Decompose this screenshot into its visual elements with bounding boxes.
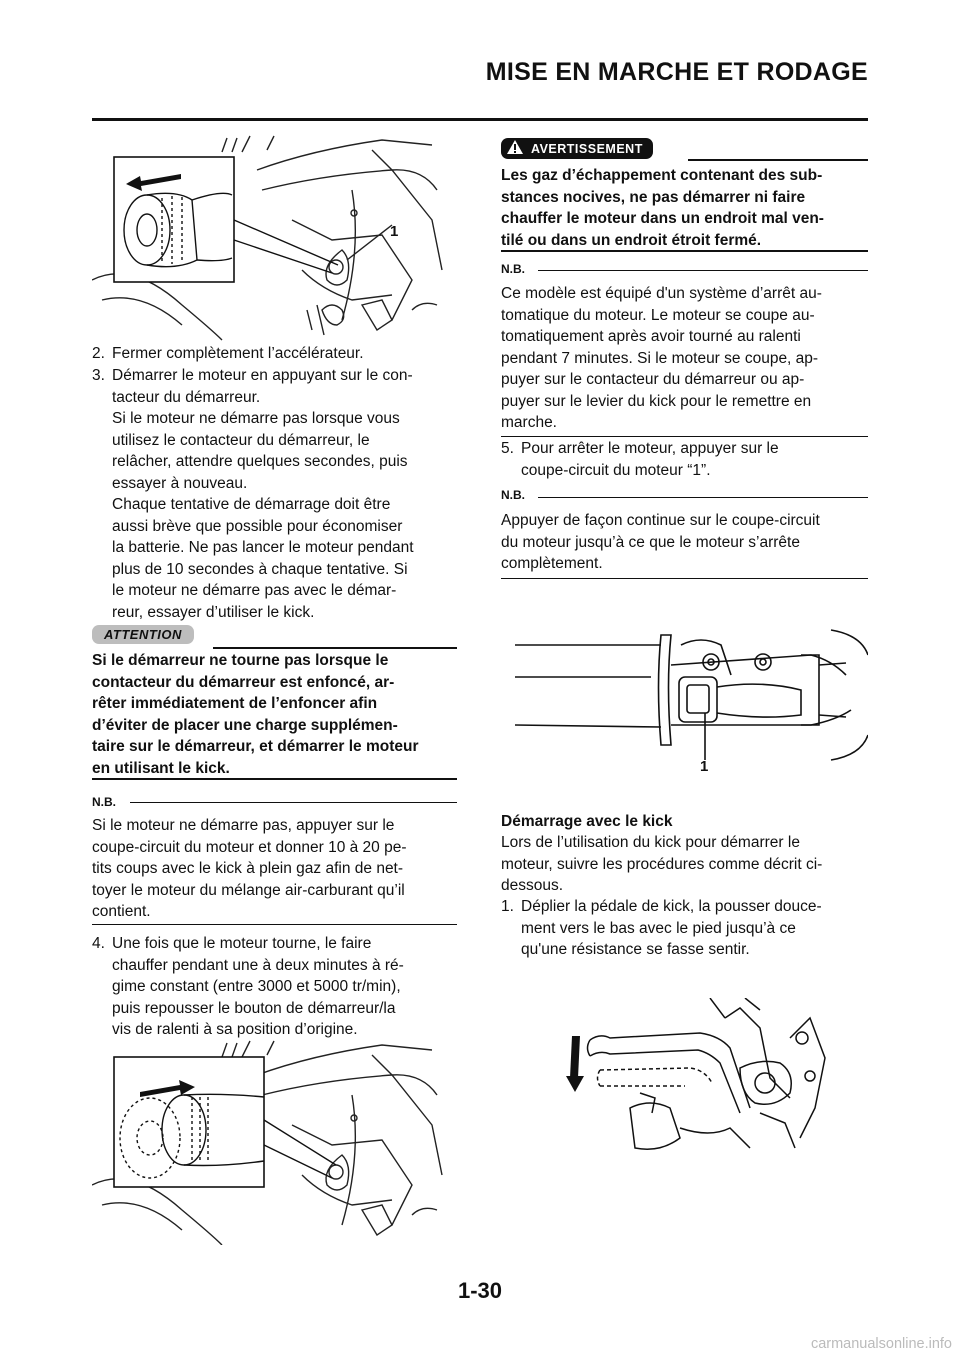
step-number: 1. (501, 898, 514, 915)
warning-text (501, 165, 873, 251)
text-line: marche. (501, 414, 557, 431)
text-line: contient. (92, 903, 151, 920)
text-line: plus de 10 secondes à chaque tentative. Si (112, 560, 408, 578)
text-line: complètement. (501, 555, 603, 572)
attention-rule-top (213, 647, 457, 649)
text-line: Une fois que le moteur tourne, le faire (112, 935, 372, 952)
step-4 (92, 933, 462, 1041)
text-line: stances nocives, ne pas démarrer ni faire (501, 188, 806, 206)
text-line: puis repousser le bouton de démarreur/la (112, 999, 396, 1017)
text-line: pendant 7 minutes. Si le moteur se coupe, ap- (501, 349, 819, 367)
text-line: coupe-circuit du moteur et donner 10 à 20 pe- (92, 838, 407, 856)
nb-rule-top (538, 270, 868, 271)
attention-rule-bottom (92, 778, 457, 780)
text-line: Lors de l’utilisation du kick pour démarrer le (501, 834, 800, 851)
text-line: Ce modèle est équipé d'un système d’arrêt au- (501, 285, 822, 302)
text-line: d’éviter de placer une charge supplémen- (92, 716, 398, 734)
figure-kick-pedal (560, 998, 830, 1158)
text-line: chauffer pendant une à deux minutes à ré- (112, 956, 404, 974)
text-line: gime constant (entre 3000 et 5000 tr/min), (112, 978, 401, 995)
text-line: puyer sur le levier du kick pour le remettre en (501, 392, 812, 410)
text-line: Déplier la pédale de kick, la pousser douce- (521, 898, 822, 915)
kick-section-text (501, 832, 873, 897)
step-number: 2. (92, 345, 105, 362)
text-line: Pour arrêter le moteur, appuyer sur le (521, 440, 779, 457)
text-line: toyer le moteur du mélange air-carburant qu’il (92, 881, 405, 899)
text-line: chauffer le moteur dans un endroit mal ven- (501, 210, 824, 227)
warning-icon (507, 140, 523, 157)
text-line: du moteur jusqu’à ce que le moteur s’arrête (501, 533, 800, 551)
text-line: tomatiquement après avoir tourné au ralenti (501, 328, 801, 345)
step-text: Fermer complètement l’accélérateur. (112, 345, 364, 362)
attention-label: ATTENTION (92, 625, 194, 644)
text-line: dessous. (501, 877, 564, 894)
text-line: tacteur du démarreur. (112, 388, 261, 406)
figure-engine-stop-switch (501, 615, 868, 775)
text-line: puyer sur le contacteur du démarreur ou ap- (501, 371, 805, 388)
text-line: ment vers le bas avec le pied jusqu’à ce (521, 919, 796, 937)
switch-callout: 1 (700, 758, 709, 775)
text-line: contacteur du démarreur est enfoncé, ar- (92, 673, 395, 691)
text-line: moteur, suivre les procédures comme décrit ci- (501, 855, 823, 873)
nb-text (501, 510, 873, 575)
text-line: Si le moteur ne démarre pas lorsque vous (112, 410, 400, 427)
text-line: le moteur ne démarre pas avec le démar- (112, 582, 397, 599)
nb-text (92, 815, 462, 923)
nb-label: N.B. (501, 262, 525, 276)
text-line: la batterie. Ne pas lancer le moteur pendant (112, 539, 414, 556)
nb-rule-top (130, 802, 457, 803)
step-number: 3. (92, 367, 105, 384)
watermark: carmanualsonline.info (810, 1336, 952, 1352)
svg-text:1: 1 (390, 223, 399, 240)
warning-rule-bottom (501, 250, 868, 252)
text-line: reur, essayer d’utiliser le kick. (112, 603, 315, 621)
warning-label (501, 138, 653, 159)
attention-text (92, 650, 462, 779)
text-line: coupe-circuit du moteur “1”. (521, 461, 711, 479)
nb-rule-bottom (501, 436, 868, 437)
text-line: taire sur le démarreur, et démarrer le moteur (92, 738, 419, 755)
text-line: tits coups avec le kick à plein gaz afin de net- (92, 860, 404, 877)
step-1 (501, 896, 873, 961)
nb-label: N.B. (92, 795, 116, 809)
header-rule (92, 118, 868, 121)
warning-rule-top (688, 159, 868, 161)
step-number: 5. (501, 440, 514, 457)
text-line: Démarrer le moteur en appuyant sur le con- (112, 367, 413, 384)
text-line: tilé ou dans un endroit étroit fermé. (501, 231, 762, 249)
text-line: en utilisant le kick. (92, 759, 230, 777)
step-3 (92, 365, 462, 623)
nb-rule-bottom (501, 578, 868, 579)
warning-label-text: AVERTISSEMENT (531, 141, 643, 156)
text-line: relâcher, attendre quelques secondes, puis (112, 453, 408, 470)
nb-rule-top (538, 497, 868, 498)
text-line: Si le démarreur ne tourne pas lorsque le (92, 652, 389, 669)
kick-section-heading: Démarrage avec le kick (501, 813, 673, 830)
nb-label: N.B. (501, 488, 525, 502)
text-line: rêter immédiatement de l’enfoncer afin (92, 695, 378, 712)
page-number: 1-30 (457, 1278, 503, 1303)
step-2 (92, 343, 457, 365)
text-line: vis de ralenti à sa position d’origine. (112, 1021, 358, 1038)
figure-starter-knob-push (92, 1035, 457, 1245)
text-line: tomatique du moteur. Le moteur se coupe au- (501, 306, 815, 324)
figure-starter-knob-pull (92, 130, 457, 342)
text-line: qu'une résistance se fasse sentir. (521, 941, 750, 958)
text-line: Les gaz d’échappement contenant des sub- (501, 167, 823, 184)
text-line: Si le moteur ne démarre pas, appuyer sur le (92, 817, 395, 834)
text-line: essayer à nouveau. (112, 474, 248, 492)
step-5 (501, 438, 873, 481)
step-number: 4. (92, 935, 105, 952)
text-line: aussi brève que possible pour économiser (112, 517, 403, 535)
text-line: Appuyer de façon continue sur le coupe-circuit (501, 512, 820, 529)
page-title: MISE EN MARCHE ET RODAGE (485, 58, 868, 86)
nb-text (501, 283, 873, 434)
text-line: Chaque tentative de démarrage doit être (112, 496, 391, 513)
text-line: utilisez le contacteur du démarreur, le (112, 431, 370, 449)
nb-rule-bottom (92, 924, 457, 925)
